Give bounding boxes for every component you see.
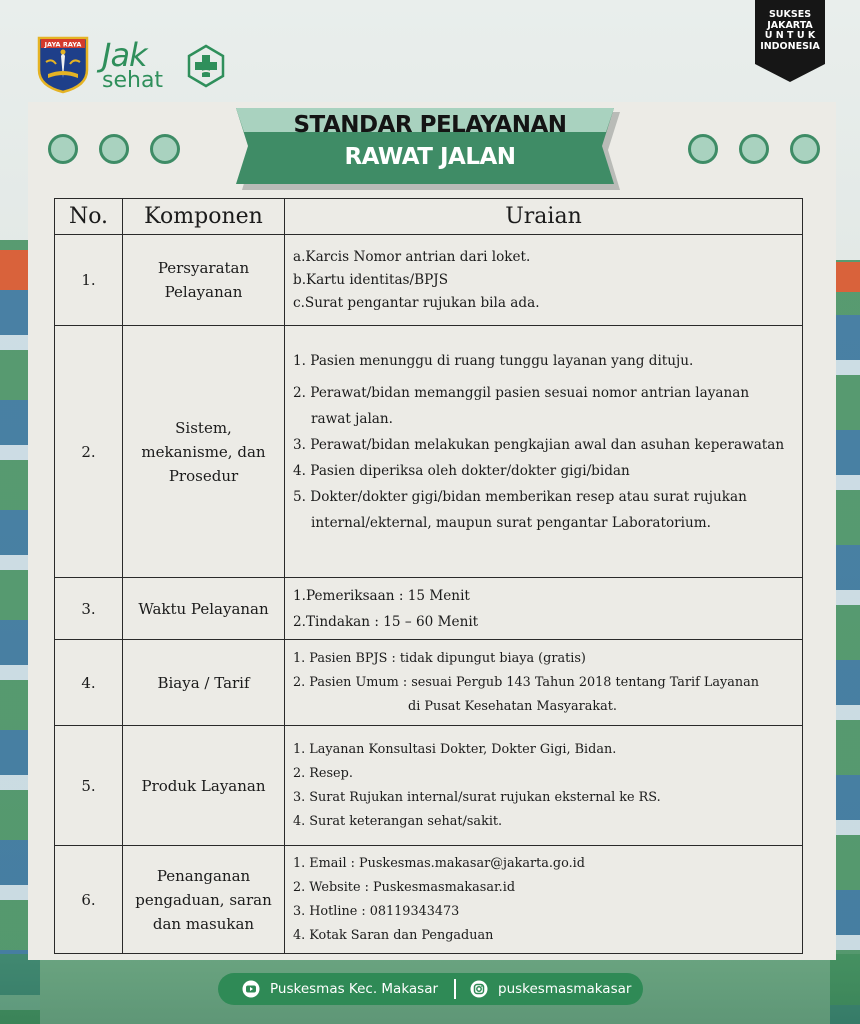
tagline-4: INDONESIA <box>760 40 820 52</box>
row-number: 2. <box>55 326 123 578</box>
uraian-line: 4. Pasien diperiksa oleh dokter/dokter gigi/bidan <box>293 462 630 479</box>
jakarta-crest-icon <box>36 32 90 94</box>
row-uraian <box>285 640 803 726</box>
row-uraian <box>285 726 803 846</box>
header-no: No. <box>55 199 123 235</box>
row-number: 6. <box>55 846 123 954</box>
tagline-3: U N T U K <box>764 30 816 41</box>
row-komponen <box>123 726 285 846</box>
row-uraian <box>285 235 803 326</box>
uraian-line: a.Karcis Nomor antrian dari loket. <box>293 248 531 265</box>
uraian-line: b.Kartu identitas/BPJS <box>293 271 449 288</box>
service-standard-table <box>54 198 803 954</box>
uraian-line: 4. Surat keterangan sehat/sakit. <box>293 813 503 829</box>
uraian-line: 2. Website : Puskesmasmakasar.id <box>293 879 516 895</box>
title-line2: RAWAT JALAN <box>344 144 516 170</box>
table-row <box>55 578 803 640</box>
komponen-line: Penanganan <box>156 866 251 885</box>
instagram-icon <box>470 980 488 998</box>
row-uraian <box>285 578 803 640</box>
table-row <box>55 846 803 954</box>
uraian-line: 3. Hotline : 08119343473 <box>293 903 460 919</box>
instagram-label: puskesmasmakasar <box>498 981 632 997</box>
decor-circle <box>48 134 78 164</box>
tagline-1: SUKSES <box>768 9 812 20</box>
instagram-link[interactable] <box>470 973 631 1005</box>
komponen-line: Pelayanan <box>164 283 243 301</box>
komponen-line: Sistem, <box>175 418 232 437</box>
uraian-line: 2. Pasien Umum : sesuai Pergub 143 Tahun 2018 tentang Tarif Layanan <box>293 674 759 690</box>
youtube-label: Puskesmas Kec. Makasar <box>270 981 439 997</box>
komponen-line: dan masukan <box>152 914 255 933</box>
uraian-line: 2.Tindakan : 15 – 60 Menit <box>293 613 479 630</box>
uraian-line: di Pusat Kesehatan Masyarakat. <box>408 698 617 714</box>
youtube-icon <box>242 980 260 998</box>
decor-circle <box>150 134 180 164</box>
health-cross-icon <box>184 44 228 88</box>
row-uraian <box>285 846 803 954</box>
crest-label: JAYA RAYA <box>44 40 82 49</box>
jaksehat-logo <box>102 36 180 94</box>
komponen-line: mekanisme, dan <box>141 442 266 461</box>
row-number: 1. <box>55 235 123 326</box>
komponen-line: Prosedur <box>168 466 239 485</box>
title-line1: STANDAR PELAYANAN <box>293 112 567 138</box>
komponen-line: pengaduan, saran <box>135 890 272 909</box>
brand-line2: sehat <box>102 68 164 93</box>
komponen-line: Biaya / Tarif <box>157 673 250 692</box>
youtube-link[interactable] <box>242 973 438 1005</box>
uraian-line: 4. Kotak Saran dan Pengaduan <box>293 927 494 943</box>
uraian-line: 1. Layanan Konsultasi Dokter, Dokter Gigi, Bidan. <box>293 741 617 757</box>
row-number: 5. <box>55 726 123 846</box>
decor-circle <box>790 134 820 164</box>
uraian-line: 1. Email : Puskesmas.makasar@jakarta.go.id <box>293 855 585 871</box>
komponen-line: Persyaratan <box>157 259 250 277</box>
uraian-line: 1. Pasien BPJS : tidak dipungut biaya (gratis) <box>293 650 586 666</box>
uraian-line: 2. Resep. <box>293 765 353 781</box>
uraian-line: 3. Surat Rujukan internal/surat rujukan eksternal ke RS. <box>293 789 661 805</box>
uraian-line: 3. Perawat/bidan melakukan pengkajian awal dan asuhan keperawatan <box>293 436 785 453</box>
uraian-line: c.Surat pengantar rujukan bila ada. <box>293 294 540 311</box>
row-komponen <box>123 326 285 578</box>
header-komponen: Komponen <box>123 199 285 235</box>
uraian-line: rawat jalan. <box>311 410 393 427</box>
decor-circle <box>688 134 718 164</box>
row-uraian <box>285 326 803 578</box>
row-komponen <box>123 640 285 726</box>
row-komponen <box>123 578 285 640</box>
header-uraian: Uraian <box>285 199 803 235</box>
table-row <box>55 640 803 726</box>
footer-divider <box>454 979 456 999</box>
social-footer <box>218 973 643 1005</box>
row-number: 3. <box>55 578 123 640</box>
row-komponen <box>123 235 285 326</box>
row-komponen <box>123 846 285 954</box>
row-number: 4. <box>55 640 123 726</box>
uraian-line: internal/ekternal, maupun surat pengantar Laboratorium. <box>311 514 711 531</box>
decor-circle <box>99 134 129 164</box>
table-row <box>55 726 803 846</box>
uraian-line: 5. Dokter/dokter gigi/bidan memberikan resep atau surat rujukan <box>293 488 747 505</box>
table-row <box>55 235 803 326</box>
brand-line1: Jak <box>102 36 147 74</box>
komponen-line: Waktu Pelayanan <box>138 599 269 618</box>
komponen-line: Produk Layanan <box>141 776 266 795</box>
table-row <box>55 326 803 578</box>
table-header-row <box>55 199 803 235</box>
decor-circle <box>739 134 769 164</box>
sukses-jakarta-badge <box>755 0 825 82</box>
uraian-line: 1.Pemeriksaan : 15 Menit <box>293 587 470 604</box>
uraian-line: 2. Perawat/bidan memanggil pasien sesuai nomor antrian layanan <box>293 384 750 401</box>
tagline-2: JAKARTA <box>767 19 813 31</box>
uraian-line: 1. Pasien menunggu di ruang tunggu layanan yang dituju. <box>293 352 694 369</box>
